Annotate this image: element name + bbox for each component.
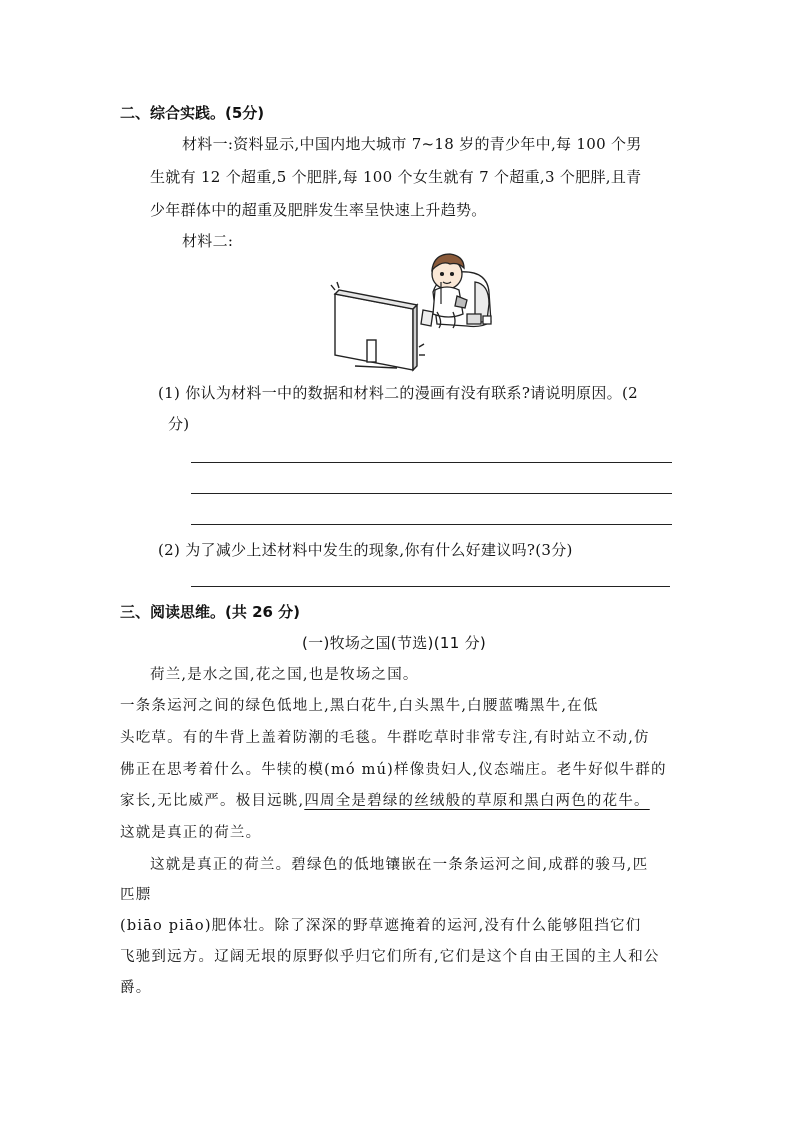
paragraph-2-line-4-start: 家长,无比威严。极目远眺, [120, 793, 305, 809]
paragraph-2-line-1: 一条条运河之间的绿色低地上,黑白花牛,白头黑牛,白腰蓝嘴黑牛,在低 [120, 698, 599, 714]
material-1-line-2: 生就有 12 个超重,5 个肥胖,每 100 个女生就有 7 个超重,3 个肥胖,且青 [150, 168, 642, 186]
answer-line-3[interactable] [191, 524, 672, 525]
paragraph-2-line-2: 头吃草。有的牛背上盖着防潮的毛毯。牛群吃草时非常专注,有时站立不动,仿 [120, 730, 650, 746]
boy-watching-tv-illustration [325, 252, 495, 374]
paragraph-3-line-1: 这就是真正的荷兰。碧绿色的低地镶嵌在一条条运河之间,成群的骏马,匹 [150, 857, 649, 873]
underlined-sentence: 四周全是碧绿的丝绒般的草原和黑白两色的花牛。 [304, 793, 650, 809]
answer-line-1[interactable] [191, 462, 672, 463]
question-1-line-1: (1) 你认为材料一中的数据和材料二的漫画有没有联系?请说明原因。(2 [158, 384, 638, 402]
material-1-line-1: 材料一:资料显示,中国内地大城市 7~18 岁的青少年中,每 100 个男 [182, 135, 642, 153]
paragraph-2-line-4 [120, 789, 650, 810]
paragraph-2-line-3: 佛正在思考着什么。牛犊的模(mó mú)样像贵妇人,仪态端庄。老牛好似牛群的 [120, 762, 667, 778]
question-1-line-2: 分) [168, 415, 190, 433]
tv-icon [331, 282, 425, 370]
paragraph-3-line-2: 匹膘 [120, 887, 152, 903]
question-2: (2) 为了减少上述材料中发生的现象,你有什么好建议吗?(3分) [158, 541, 573, 559]
material-2-label: 材料二: [182, 232, 234, 250]
section-2-heading: 二、综合实践。(5分) [120, 104, 265, 122]
answer-line-2[interactable] [191, 493, 672, 494]
paragraph-2-line-5: 这就是真正的荷兰。 [120, 825, 262, 841]
paragraph-3-line-3: (biāo piāo)肥体壮。除了深深的野草遮掩着的运河,没有什么能够阻挡它们 [120, 918, 642, 934]
passage-title: (一)牧场之国(节选)(11 分) [302, 634, 487, 652]
section-3-heading: 三、阅读思维。(共 26 分) [120, 603, 301, 621]
paragraph-1: 荷兰,是水之国,花之国,也是牧场之国。 [150, 667, 419, 683]
material-1-line-3: 少年群体中的超重及肥胖发生率呈快速上升趋势。 [150, 201, 487, 219]
paragraph-3-line-5: 爵。 [120, 980, 152, 996]
answer-line-4[interactable] [191, 586, 670, 587]
paragraph-3-line-4: 飞驰到远方。辽阔无垠的原野似乎归它们所有,它们是这个自由王国的主人和公 [120, 949, 660, 965]
